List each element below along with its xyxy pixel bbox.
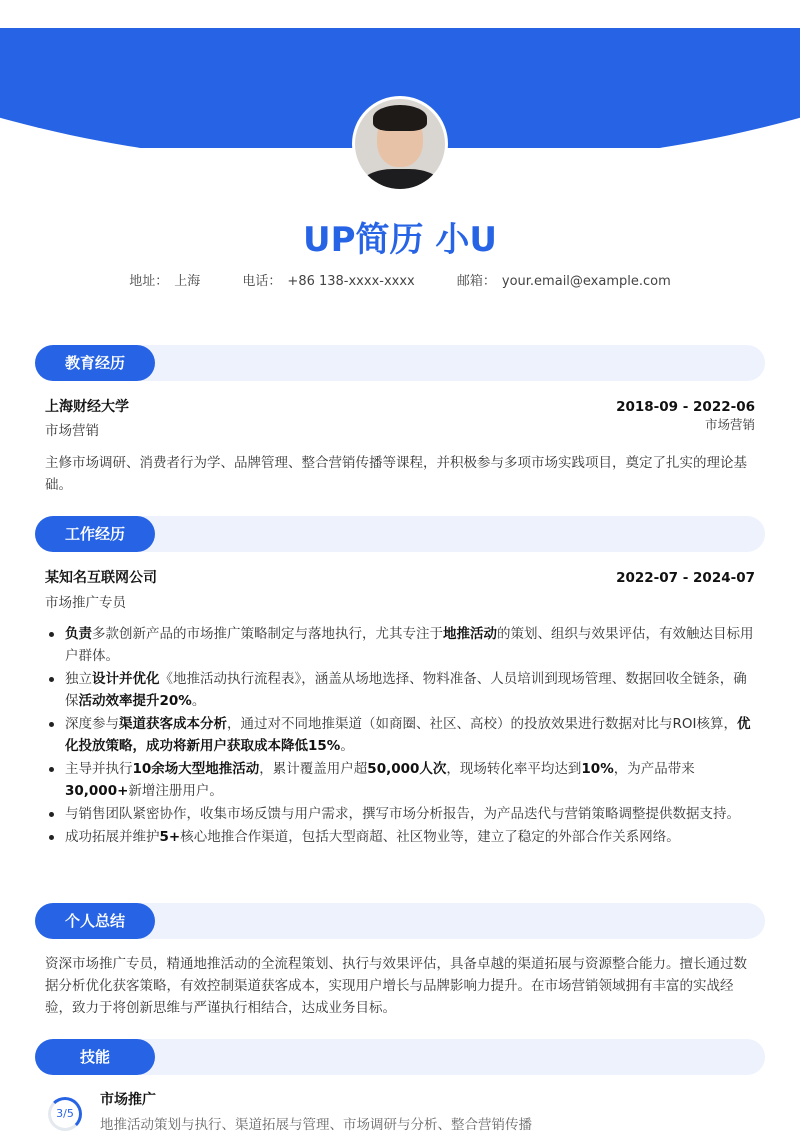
address: 上海 [174, 274, 201, 289]
bullet-text: 。 [340, 738, 354, 754]
work-bullet [45, 668, 757, 712]
bullet-text: 多款创新产品的市场推广策略制定与落地执行，尤其专注于 [92, 626, 443, 642]
work-dates: 2022-07 - 2024-07 [616, 570, 755, 586]
section-title: 个人总结 [35, 903, 155, 939]
bullet-text: ，累计覆盖用户超 [259, 761, 368, 777]
work-bullet [45, 713, 757, 757]
summary-text: 资深市场推广专员，精通地推活动的全流程策划、执行与效果评估，具备卓越的渠道拓展与资源整合能力。擅长通过数据分析优化获客策略，有效控制渠道获客成本，实现用户增长与品牌影响力提升。在市场营销领域拥有丰富的实战经验，致力于将创新思维与严谨执行相结合，达成业务目标。 [45, 956, 747, 1016]
skill-desc: 地推活动策划与执行、渠道拓展与管理、市场调研与分析、整合营销传播 [100, 1117, 532, 1133]
phone-label: 电话： [242, 274, 282, 289]
phone: +86 138-xxxx-xxxx [287, 274, 415, 289]
work-bullets [45, 623, 757, 849]
bullet-text: 核心地推合作渠道，包括大型商超、社区物业等，建立了稳定的外部合作关系网络。 [180, 829, 680, 845]
education-desc: 主修市场调研、消费者行为学、品牌管理、整合营销传播等课程，并积极参与多项市场实践项目，奠定了扎实的理论基础。 [45, 455, 747, 493]
bullet-text: 10% [581, 761, 614, 777]
avatar [352, 96, 448, 192]
bullet-text: 。 [191, 693, 206, 709]
education-major-right: 市场营销 [704, 417, 755, 432]
bullet-text: 负责 [65, 626, 92, 642]
skill-level-ring: 3/5 [48, 1097, 82, 1131]
role: 市场推广专员 [45, 595, 126, 611]
bullet-text: ，通过对不同地推渠道（如商圈、社区、高校）的投放效果进行数据对比与ROI核算， [227, 716, 737, 732]
work-bullet [45, 803, 757, 825]
skill-name: 市场推广 [100, 1092, 156, 1108]
bullet-text: 的策划、组织与效果评估，有效触达目标用户群体。 [65, 626, 754, 664]
bullet-text: 《地推活动执行流程表》，涵盖从场地选择、物料准备、人员培训到现场管理、数据回收全链条，确保 [65, 671, 747, 709]
bullet-text: 优化投放策略，成功将新用户获取成本降低15% [65, 716, 751, 754]
contact-info [0, 270, 800, 289]
work-bullet [45, 623, 757, 667]
bullet-text: 5+ [159, 829, 181, 845]
bullet-text: 30,000+ [65, 783, 129, 799]
work-bullet [45, 826, 757, 848]
bullet-text: 新增注册用户。 [128, 783, 223, 799]
section-education [35, 345, 765, 381]
bullet-text: 渠道获客成本分析 [119, 716, 227, 732]
school: 上海财经大学 [45, 399, 129, 415]
bullet-text: 活动效率提升20% [78, 693, 192, 709]
section-title: 技能 [35, 1039, 155, 1075]
email: your.email@example.com [501, 274, 671, 289]
section-title: 教育经历 [35, 345, 155, 381]
bullet-text: 设计并优化 [92, 671, 160, 687]
bullet-text: ，现场转化率平均达到 [446, 761, 582, 777]
email-label: 邮箱： [456, 274, 496, 289]
bullet-text: 主导并执行 [65, 761, 133, 777]
bullet-text: 深度参与 [65, 716, 119, 732]
section-work [35, 516, 765, 552]
section-skills [35, 1039, 765, 1075]
address-label: 地址： [129, 274, 169, 289]
bullet-text: 10余场大型地推活动 [132, 761, 260, 777]
bullet-text: ，为产品带来 [613, 761, 695, 777]
major: 市场营销 [45, 423, 99, 439]
bullet-text: 与销售团队紧密协作，收集市场反馈与用户需求，撰写市场分析报告，为产品迭代与营销策略调整提供数据支持。 [65, 806, 740, 822]
company: 某知名互联网公司 [45, 570, 157, 586]
section-title: 工作经历 [35, 516, 155, 552]
bullet-text: 50,000人次 [367, 761, 447, 777]
bullet-text: 成功拓展并维护 [65, 829, 160, 845]
candidate-name: UP简历 小U [303, 220, 497, 260]
top-margin [0, 0, 800, 28]
bullet-text: 地推活动 [443, 626, 497, 642]
bullet-text: 独立 [65, 671, 92, 687]
work-bullet [45, 758, 757, 802]
education-dates: 2018-09 - 2022-06 [616, 399, 755, 415]
section-summary [35, 903, 765, 939]
